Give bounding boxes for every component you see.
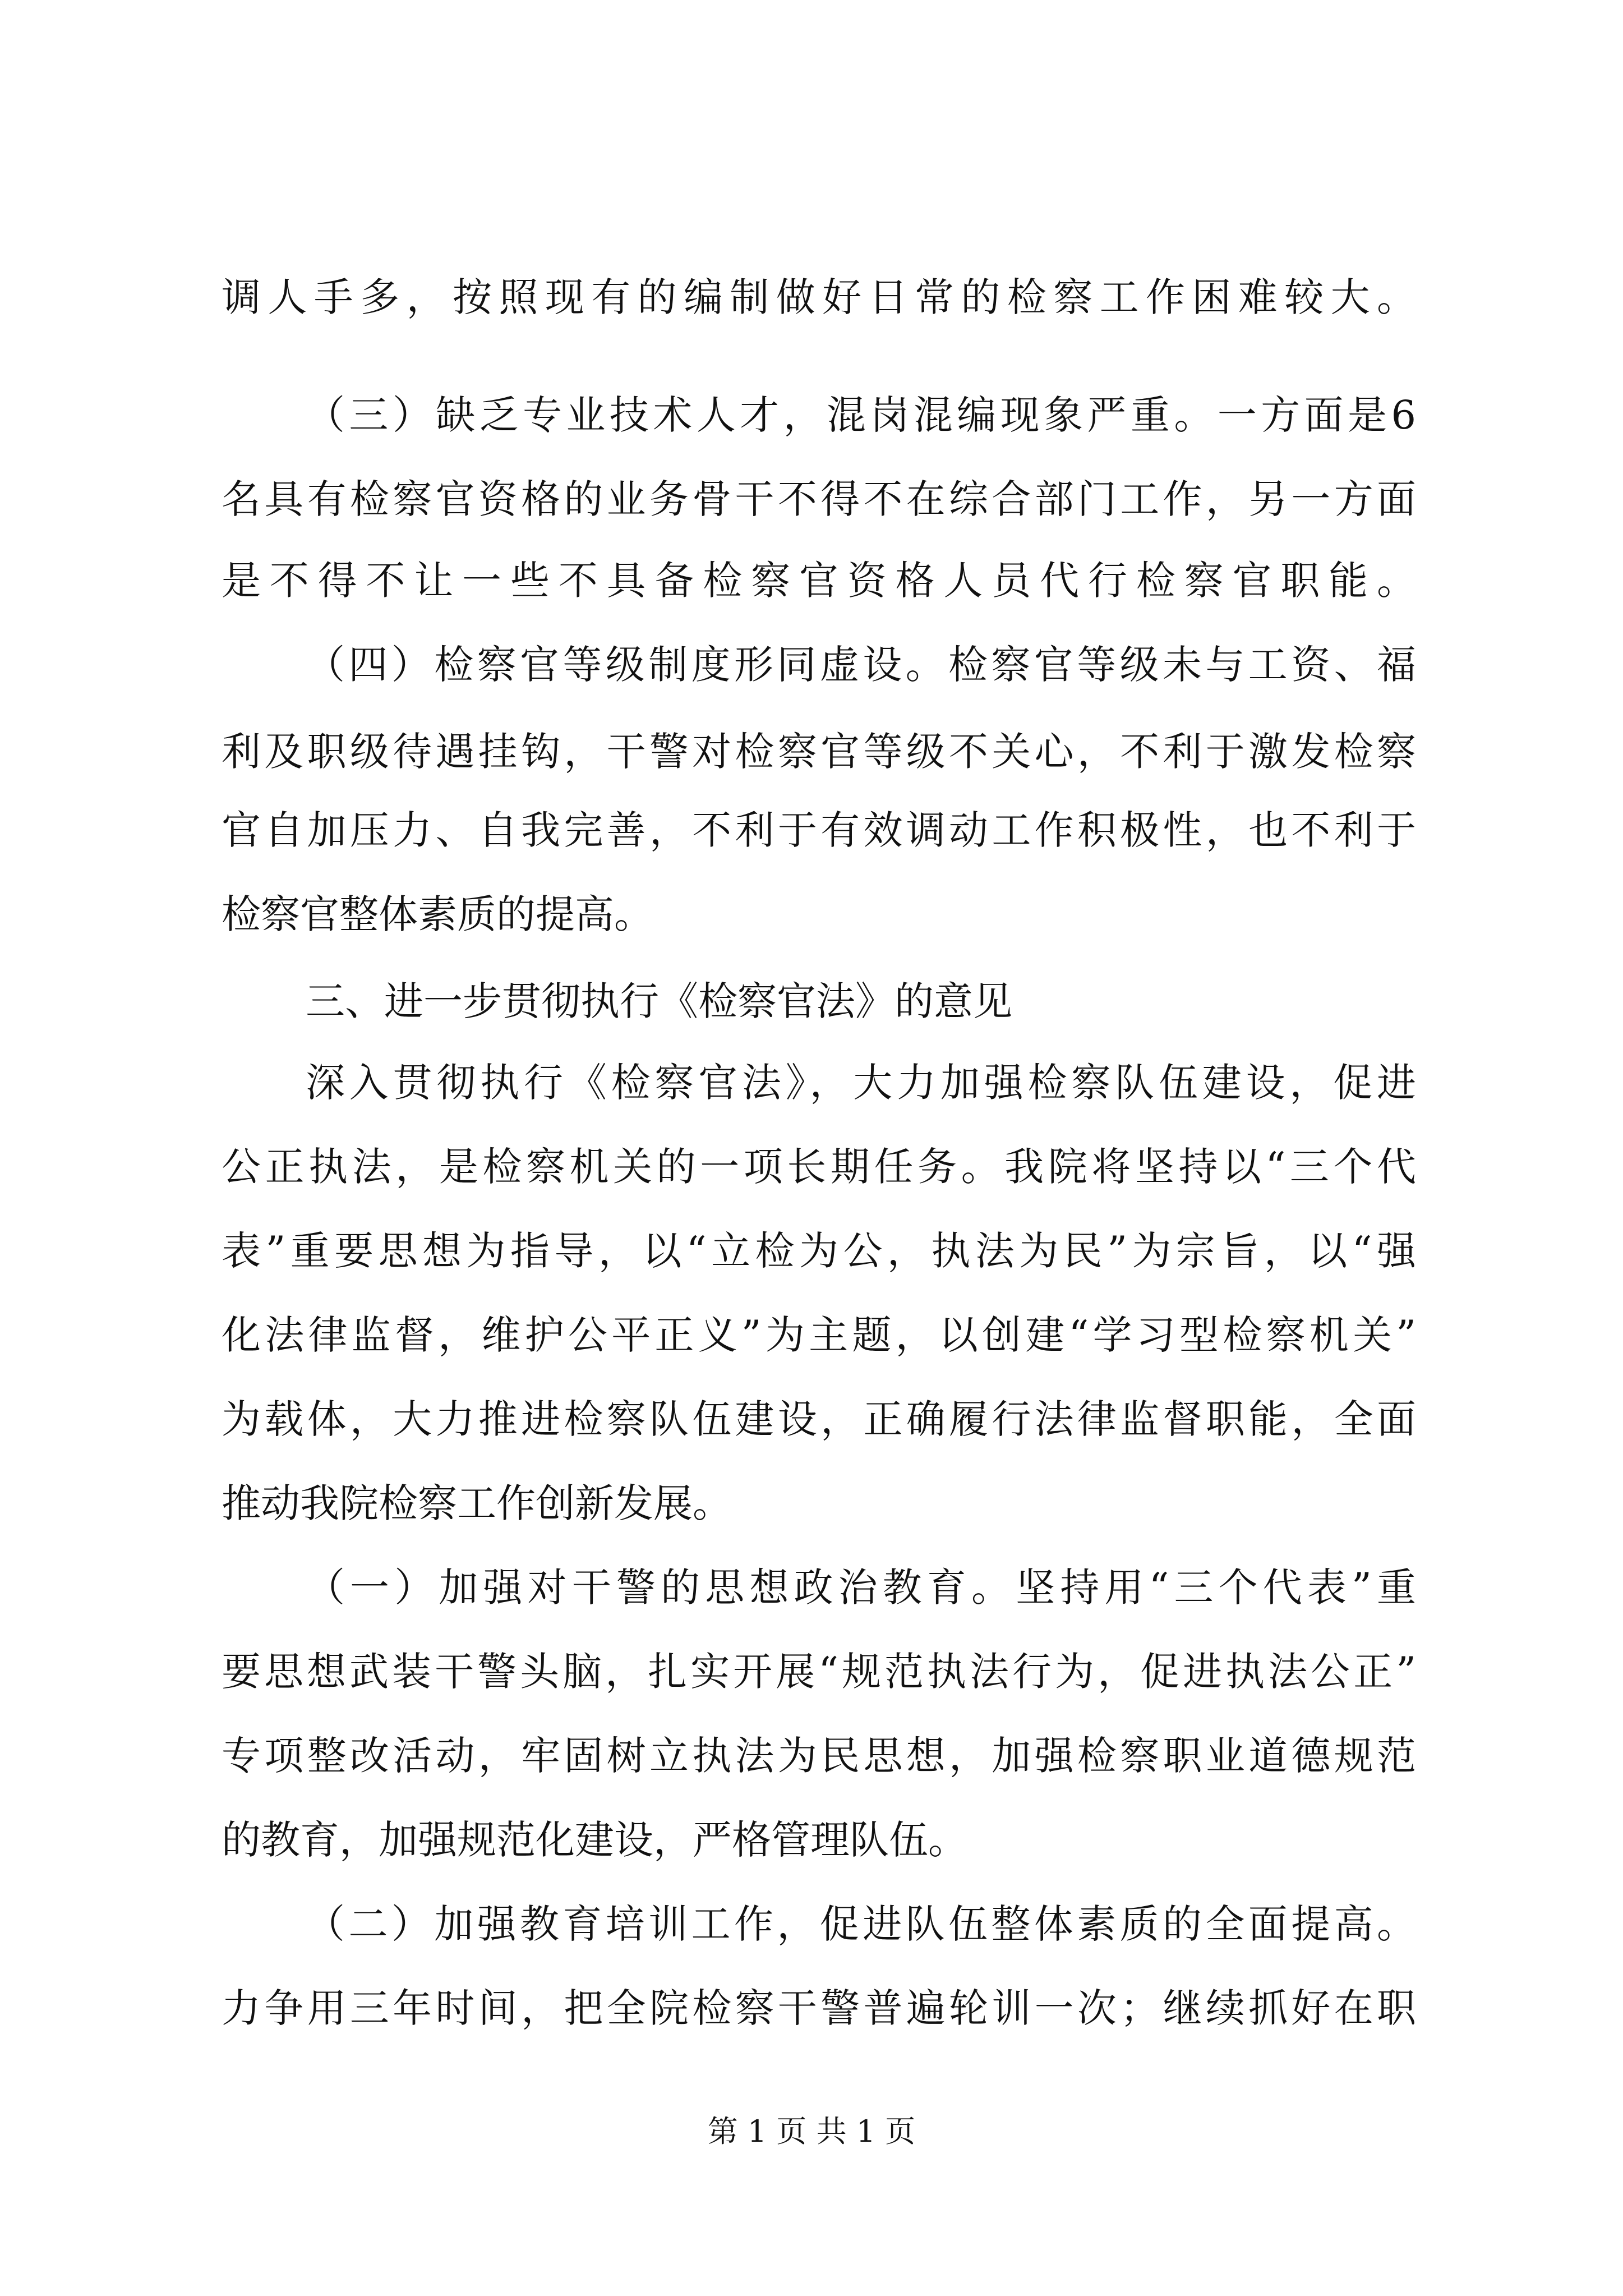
- paragraph-line: 公正执法，是检察机关的一项长期任务。我院将坚持以“三个代: [222, 1144, 1416, 1190]
- paragraph-line: 推动我院检察工作创新发展。: [222, 1480, 732, 1526]
- paragraph-line: 化法律监督，维护公平正义”为主题，以创建“学习型检察机关”: [222, 1312, 1416, 1358]
- paragraph-line: 名具有检察官资格的业务骨干不得不在综合部门工作，另一方面: [222, 476, 1416, 522]
- page-footer: 第 1 页 共 1 页: [707, 2114, 916, 2149]
- paragraph-line: （一）加强对干警的思想政治教育。坚持用“三个代表”重: [306, 1565, 1416, 1611]
- paragraph-line: 是不得不让一些不具备检察官资格人员代行检察官职能。: [222, 558, 1416, 604]
- paragraph-line: 深入贯彻执行《检察官法》，大力加强检察队伍建设，促进: [306, 1060, 1416, 1106]
- paragraph-line: 力争用三年时间，把全院检察干警普遍轮训一次；继续抓好在职: [222, 1985, 1416, 2031]
- paragraph-line: 要思想武装干警头脑，扎实开展“规范执法行为，促进执法公正”: [222, 1649, 1416, 1695]
- paragraph-line: 专项整改活动，牢固树立执法为民思想，加强检察职业道德规范: [222, 1733, 1416, 1779]
- paragraph-line: 表”重要思想为指导，以“立检为公，执法为民”为宗旨，以“强: [222, 1228, 1416, 1274]
- paragraph-line: 的教育，加强规范化建设，严格管理队伍。: [222, 1817, 967, 1863]
- paragraph-line: （二）加强教育培训工作，促进队伍整体素质的全面提高。: [306, 1901, 1416, 1947]
- paragraph-line: 为载体，大力推进检察队伍建设，正确履行法律监督职能，全面: [222, 1396, 1416, 1442]
- paragraph-line: 利及职级待遇挂钩，干警对检察官等级不关心，不利于激发检察: [222, 729, 1416, 775]
- paragraph-line: （三）缺乏专业技术人才，混岗混编现象严重。一方面是6: [306, 392, 1416, 438]
- paragraph-line: 检察官整体素质的提高。: [222, 891, 653, 937]
- paragraph-line: （四）检察官等级制度形同虚设。检察官等级未与工资、福: [306, 642, 1416, 688]
- section-heading: 三、进一步贯彻执行《检察官法》的意见: [306, 978, 1012, 1024]
- paragraph-line: 调人手多，按照现有的编制做好日常的检察工作困难较大。: [222, 274, 1416, 320]
- paragraph-line: 官自加压力、自我完善，不利于有效调动工作积极性，也不利于: [222, 807, 1416, 853]
